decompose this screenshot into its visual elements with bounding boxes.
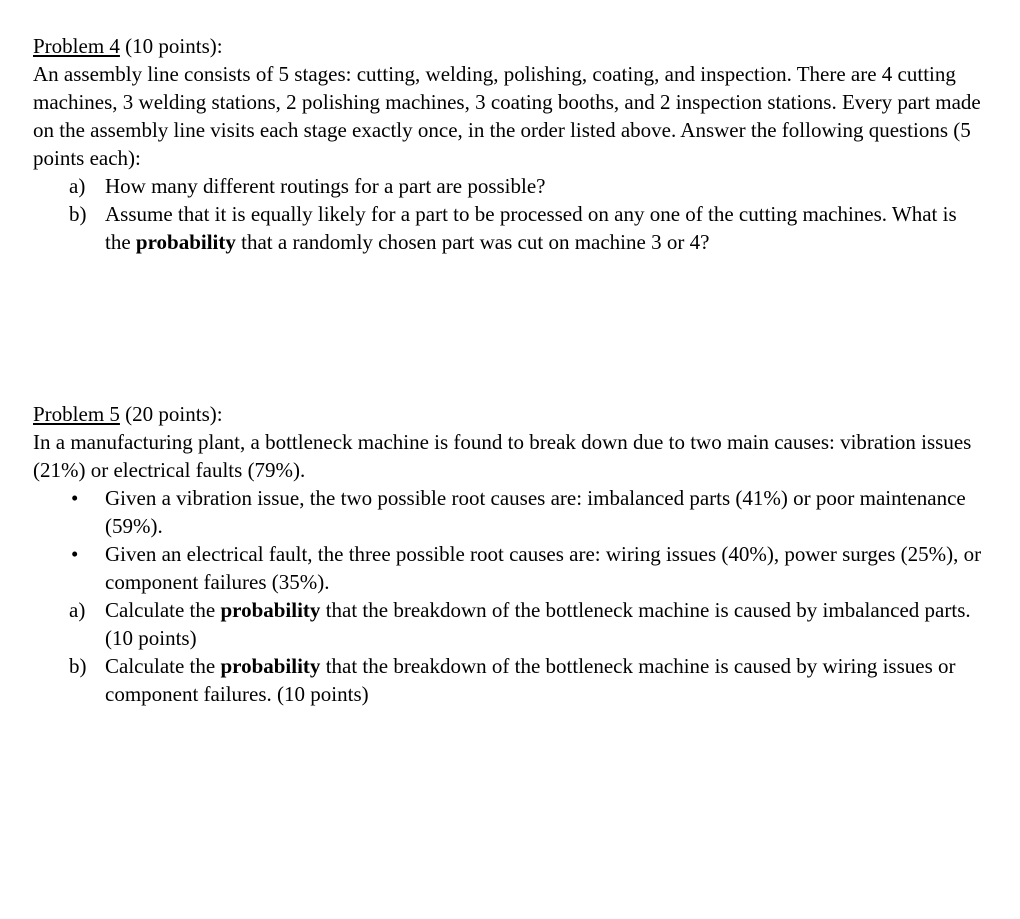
- bullet-text: Given an electrical fault, the three possible root causes are: wiring issues (40%), power surges (25%), or component failures (35%).: [105, 542, 982, 594]
- problem-5-bullets: [33, 484, 983, 596]
- problem-4-question-b: [33, 200, 983, 256]
- problem-5-question-b: [33, 652, 983, 708]
- problem-5-heading: [33, 400, 983, 428]
- bullet-text: Given a vibration issue, the two possible root causes are: imbalanced parts (41%) or poor maintenance (59%).: [105, 486, 966, 538]
- question-marker: b): [69, 202, 87, 226]
- question-text-pre: Assume that it is equally likely for a part to be processed on any one of the cutting machines. What is the: [105, 202, 957, 254]
- bullet-dot: •: [71, 542, 79, 566]
- document-page: [33, 32, 983, 708]
- problem-5-question-a: [33, 596, 983, 652]
- question-text-bold: probability: [220, 654, 321, 678]
- problem-4-intro: An assembly line consists of 5 stages: cutting, welding, polishing, coating, and inspection. There are 4 cutting machines, 3 welding stations, 2 polishing machines, 3 coating booths, and 2 inspection stations. Every part made on the assembly line visits each stage exactly once, in the order listed above. Answer the following questions (5 points each):: [33, 62, 981, 170]
- question-text-post: that the breakdown of the bottleneck machine is caused by imbalanced parts. (10 points): [105, 598, 971, 650]
- problem-5-intro: In a manufacturing plant, a bottleneck machine is found to break down due to two main causes: vibration issues (21%) or electrical faults (79%).: [33, 430, 972, 482]
- problem-4-question-a: [33, 172, 983, 200]
- problem-5: [33, 400, 983, 708]
- problem-5-bullet-vibration: [33, 484, 983, 540]
- question-marker: a): [69, 598, 86, 622]
- problem-5-title: Problem 5: [33, 402, 120, 426]
- question-marker: b): [69, 654, 87, 678]
- question-text-pre: Calculate the: [105, 598, 221, 622]
- question-text-post: that the breakdown of the bottleneck machine is caused by wiring issues or component failures. (10 points): [105, 654, 956, 706]
- problem-5-points: (20 points):: [119, 402, 223, 426]
- problem-4: [33, 32, 983, 256]
- problem-4-heading: [33, 32, 983, 60]
- question-text-bold: probability: [135, 230, 236, 254]
- problem-4-title: Problem 4: [33, 34, 120, 58]
- problem-4-points: (10 points):: [119, 34, 223, 58]
- problem-5-bullet-electrical: [33, 540, 983, 596]
- question-text-pre: Calculate the: [105, 654, 221, 678]
- problem-5-questions: [33, 596, 983, 708]
- problem-4-questions: [33, 172, 983, 256]
- question-text-post: that a randomly chosen part was cut on machine 3 or 4?: [235, 230, 710, 254]
- question-marker: a): [69, 174, 86, 198]
- bullet-dot: •: [71, 486, 79, 510]
- question-text: How many different routings for a part are possible?: [105, 174, 546, 198]
- question-text-bold: probability: [220, 598, 321, 622]
